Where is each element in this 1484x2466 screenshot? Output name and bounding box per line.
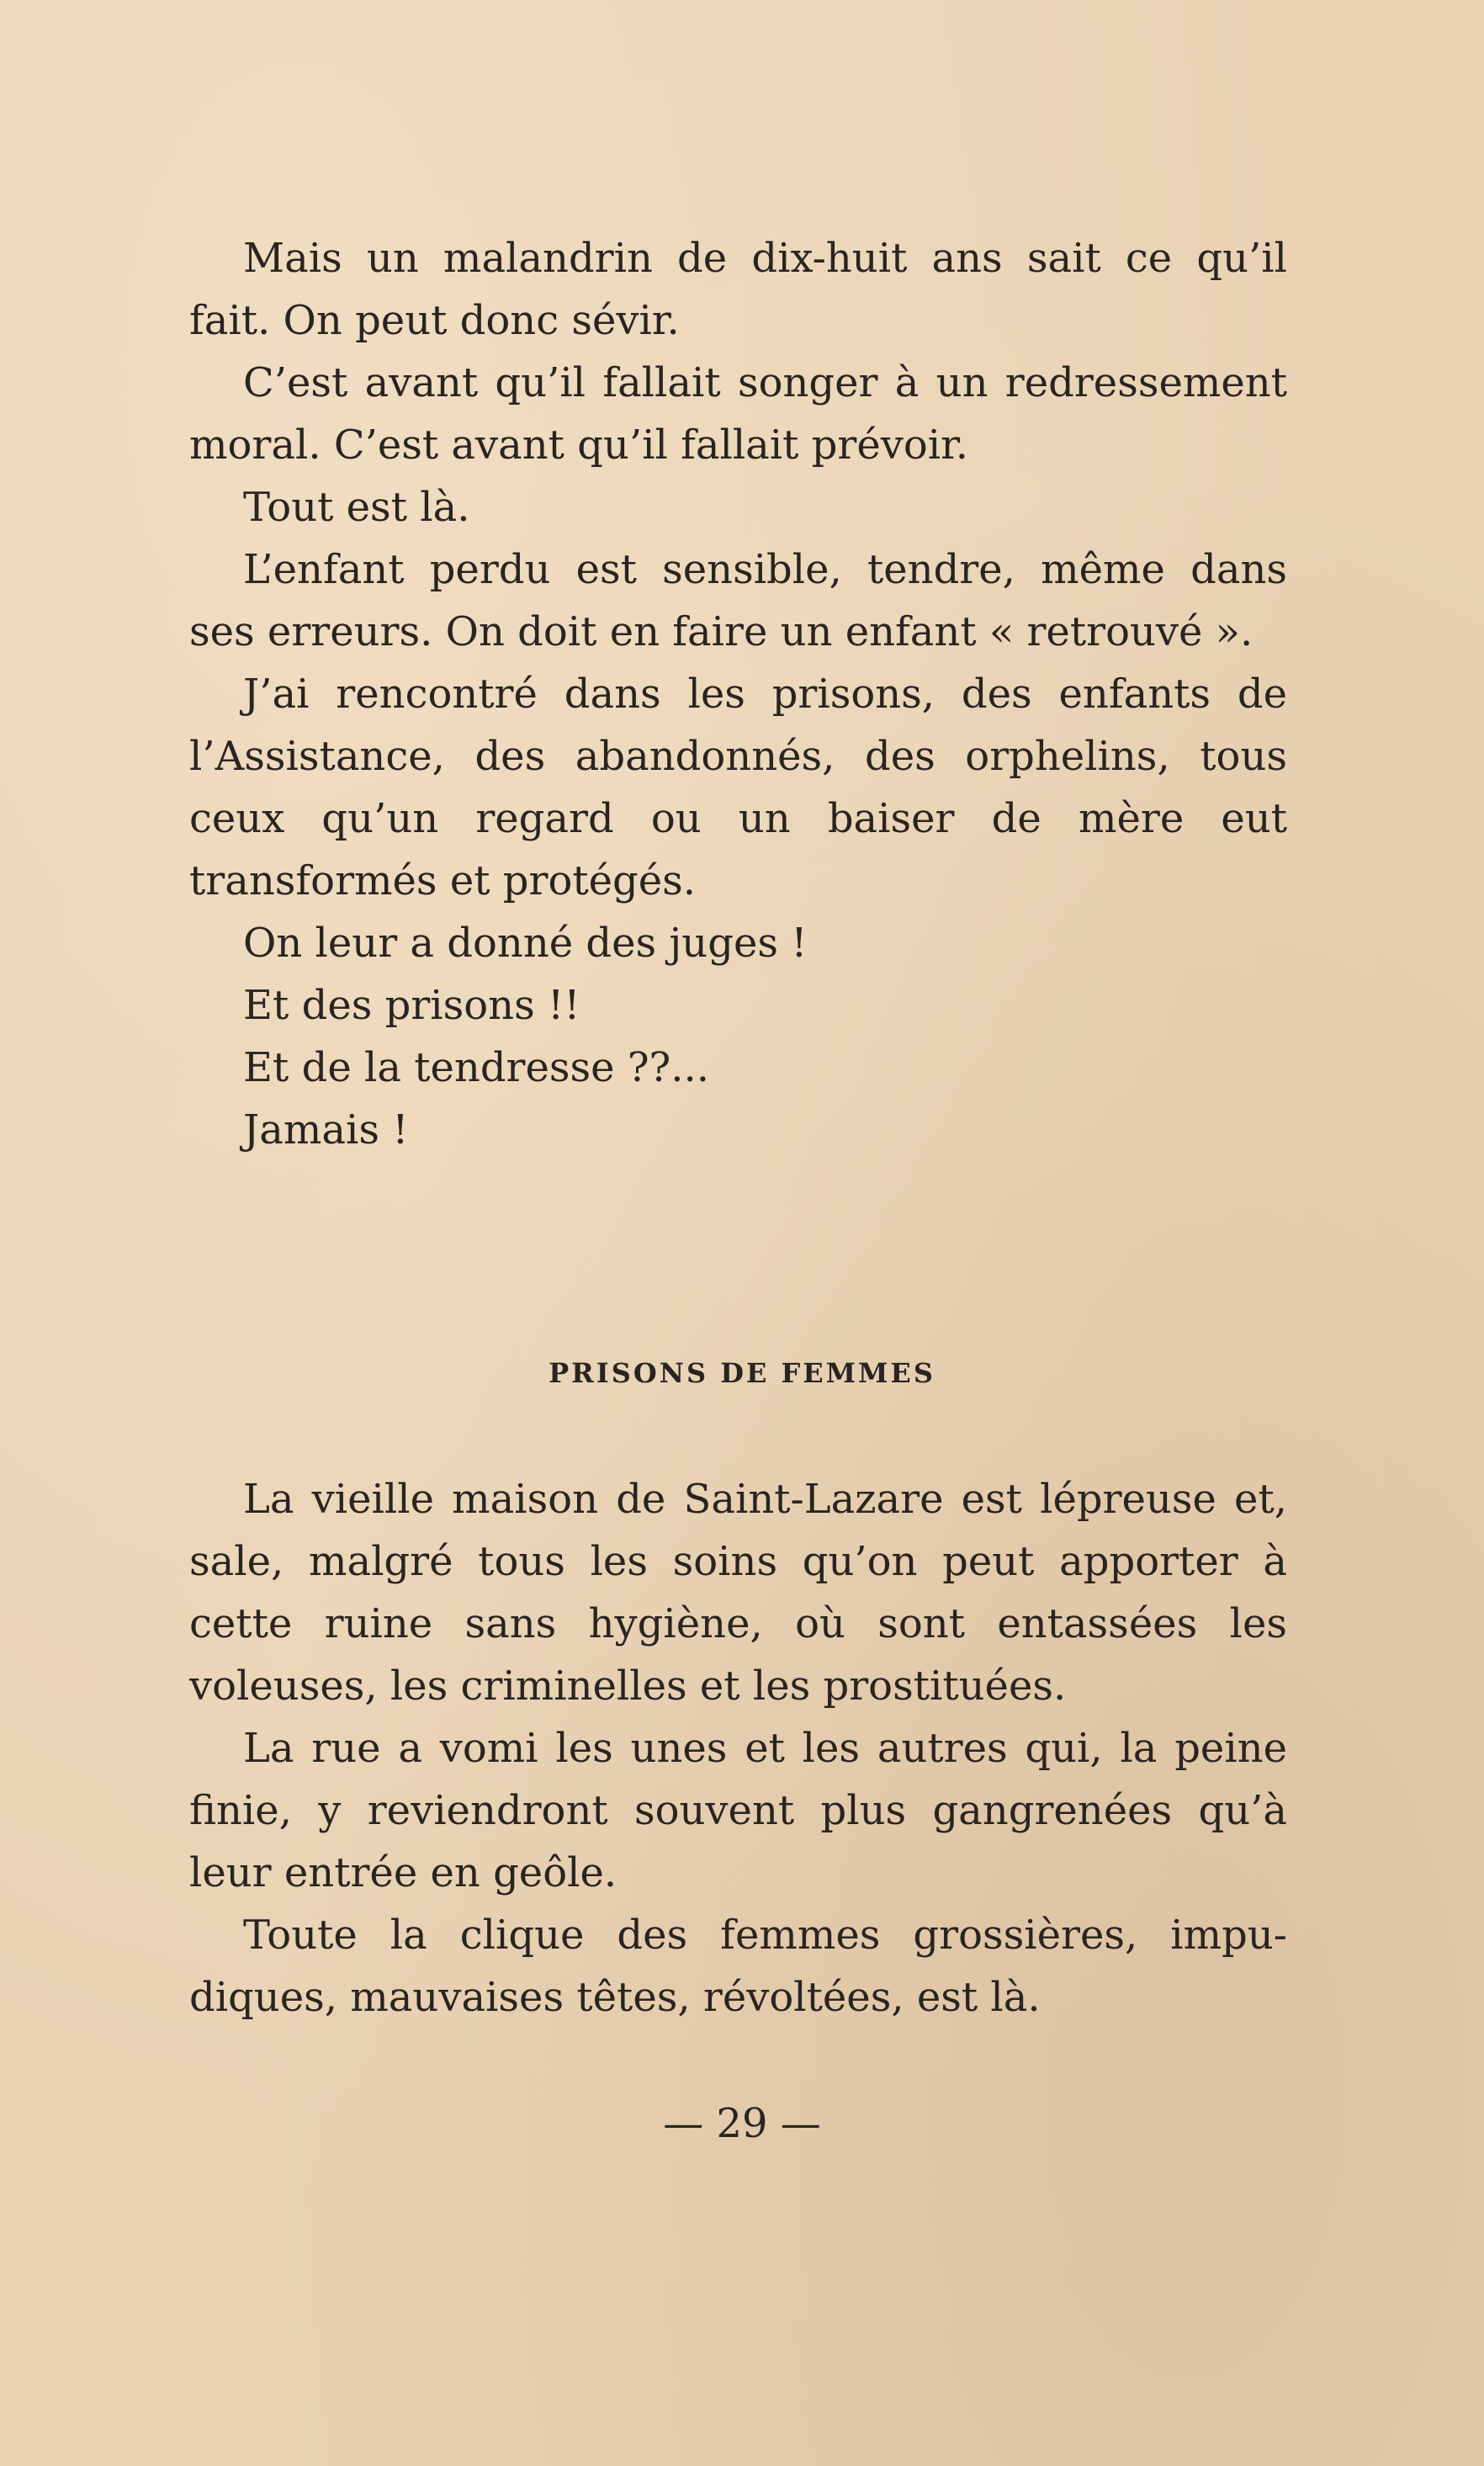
- paragraph: L’enfant perdu est sensible, tendre, même dans ses erreurs. On doit en faire un enfant « retrouvé ».: [189, 546, 1287, 655]
- text-block-bottom: [189, 1468, 1287, 2028]
- paragraph: Toute la clique des femmes grossières, impudiques, mauvaises têtes, révoltées, est là.: [189, 1912, 1287, 2021]
- paragraph: J’ai rencontré dans les prisons, des enfants de l’Assistance, des abandonnés, des orphelins, tous ceux qu’un regard ou un baiser de mère eut transformés et protégés.: [189, 671, 1287, 904]
- paragraph: Et des prisons !!: [243, 982, 580, 1029]
- paragraph: Jamais !: [243, 1106, 409, 1153]
- text-block-top: [189, 227, 1287, 1161]
- section-title: PRISONS DE FEMMES: [549, 1357, 935, 1389]
- paragraph: C’est avant qu’il fallait songer à un redressement moral. C’est avant qu’il fallait prévoir.: [189, 359, 1287, 469]
- paragraph: Et de la tendresse ??...: [243, 1044, 710, 1091]
- page-number: — 29 —: [663, 2100, 821, 2147]
- paragraph: La vieille maison de Saint-Lazare est lépreuse et, sale, malgré tous les soins qu’on peut apporter à cette ruine sans hygiène, où sont entassées les voleuses, les criminelles et les prostituées.: [189, 1476, 1287, 1710]
- paragraph: La rue a vomi les unes et les autres qui, la peine finie, y reviendront souvent plus gangrenées qu’à leur entrée en geôle.: [189, 1725, 1287, 1896]
- paragraph: On leur a donné des juges !: [243, 920, 808, 967]
- paragraph: Tout est là.: [243, 484, 470, 531]
- paragraph: Mais un malandrin de dix-huit ans sait ce qu’il fait. On peut donc sévir.: [189, 235, 1287, 344]
